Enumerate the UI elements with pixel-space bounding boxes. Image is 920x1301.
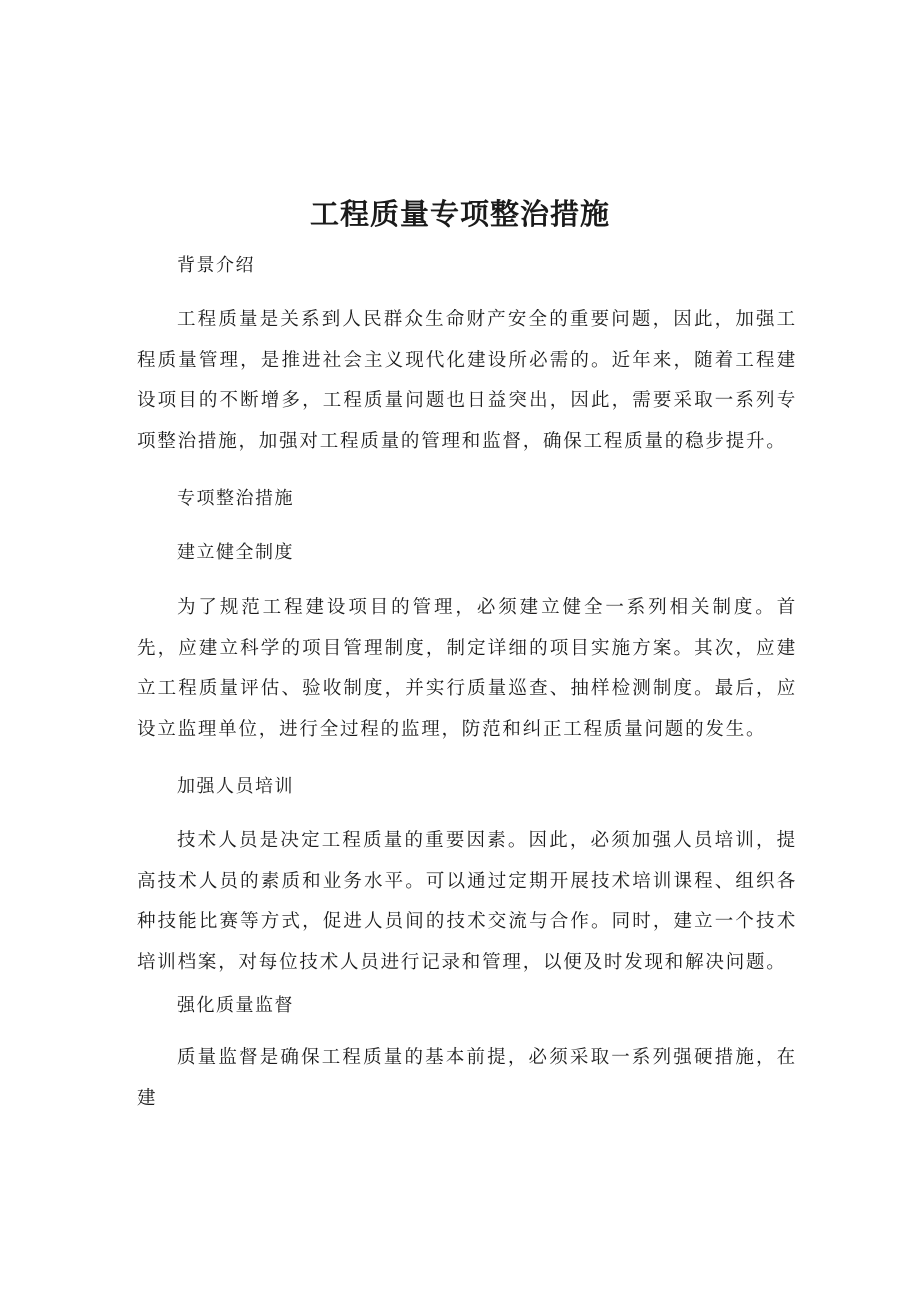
paragraph-training: 技术人员是决定工程质量的重要因素。因此，必须加强人员培训，提高技术人员的素质和业务水平。可以通过定期开展技术培训课程、组织各种技能比赛等方式，促进人员间的技术交流与合作。同时，建立一个技术培训档案，对每位技术人员进行记录和管理，以便及时发现和解决问题。 xyxy=(137,830,797,973)
section-heading-supervision: 强化质量监督 xyxy=(177,995,294,1016)
paragraph-supervision: 质量监督是确保工程质量的基本前提，必须采取一系列强硬措施，在建 xyxy=(137,1047,797,1109)
paragraph-system: 为了规范工程建设项目的管理，必须建立健全一系列相关制度。首先，应建立科学的项目管理制度，制定详细的项目实施方案。其次，应建立工程质量评估、验收制度，并实行质量巡查、抽样检测制度。最后，应设立监理单位，进行全过程的监理，防范和纠正工程质量问题的发生。 xyxy=(137,597,797,740)
section-heading-system: 建立健全制度 xyxy=(177,542,294,563)
section-heading-training: 加强人员培训 xyxy=(177,776,294,797)
document-title: 工程质量专项整治措施 xyxy=(309,197,610,231)
section-heading-background: 背景介绍 xyxy=(177,255,255,276)
section-heading-measures: 专项整治措施 xyxy=(177,488,294,509)
paragraph-background: 工程质量是关系到人民群众生命财产安全的重要问题，因此，加强工程质量管理，是推进社会主义现代化建设所必需的。近年来，随着工程建设项目的不断增多，工程质量问题也日益突出，因此，需要采取一系列专项整治措施，加强对工程质量的管理和监督，确保工程质量的稳步提升。 xyxy=(137,309,797,452)
